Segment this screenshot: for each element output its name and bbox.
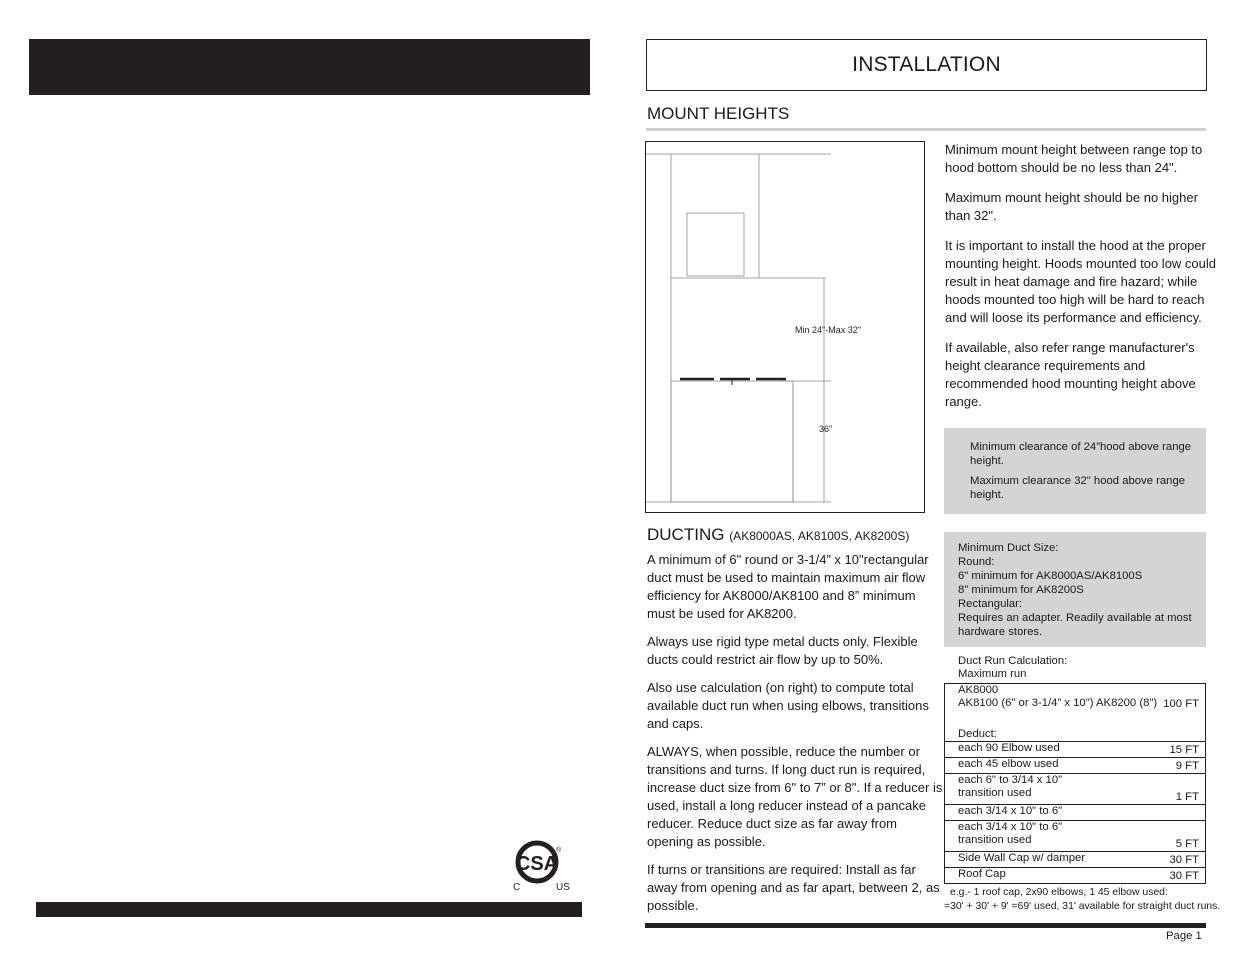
mount-heights-heading: MOUNT HEIGHTS: [647, 104, 790, 123]
min-duct-size-line: 8" minimum for AK8200S: [958, 584, 1084, 596]
example-line: e.g.- 1 roof cap, 2x90 elbows, 1 45 elbow used:: [950, 887, 1168, 898]
clearance-note: Maximum clearance 32" hood above range height.: [970, 475, 1186, 501]
left-footer-bar: [36, 902, 582, 917]
table-row: [945, 757, 1205, 773]
min-duct-size-box: [944, 532, 1206, 647]
calc-title-line: Maximum run: [958, 668, 1027, 680]
table-row: [945, 820, 1205, 851]
mount-paragraph: If available, also refer range manufacturer's height clearance requirements and recommended hood mounting height above range.: [945, 340, 1196, 409]
calc-label: Deduct:: [958, 728, 997, 740]
calc-amount: 100 FT: [1163, 698, 1199, 710]
ducting-paragraph: A minimum of 6" round or 3-1/4” x 10"rectangular duct must be used to maintain maximum air flow efficiency for AK8000/AK8100 and 8” minimum must be used for AK8200.: [647, 552, 929, 621]
min-duct-size-line: Minimum Duct Size:: [958, 542, 1059, 554]
csa-logo-registered: ®: [556, 847, 562, 854]
csa-certification-logo: [508, 840, 578, 896]
clearance-note: Minimum clearance of 24”hood above range height.: [970, 441, 1192, 467]
ducting-models: (AK8000AS, AK8100S, AK8200S): [729, 529, 910, 543]
calc-label: each 6" to 3/14 x 10": [958, 774, 1063, 786]
csa-logo-c: C: [513, 882, 521, 893]
min-duct-size-line: Requires an adapter. Readily available at most hardware stores.: [958, 612, 1192, 638]
csa-logo-icon: [508, 840, 578, 896]
calc-label: each 45 elbow used: [958, 758, 1059, 770]
mount-paragraph: Minimum mount height between range top to hood bottom should be no less than 24".: [945, 142, 1203, 175]
calc-label: each 90 Elbow used: [958, 742, 1060, 754]
page-title: INSTALLATION: [646, 39, 1207, 91]
table-row: [945, 741, 1205, 757]
calc-amount: 30 FT: [1169, 854, 1199, 866]
min-duct-size-line: 6" minimum for AK8000AS/AK8100S: [958, 570, 1143, 582]
clearance-note-box: [944, 428, 1206, 514]
min-duct-size-line: Rectangular:: [958, 598, 1023, 610]
example-line: =30' + 30' + 9' =69' used, 31' available for straight duct runs.: [944, 901, 1221, 912]
ducting-paragraph: Also use calculation (on right) to compute total available duct run when using elbows, transitions and caps.: [647, 680, 929, 731]
duct-run-calc-table: [944, 683, 1206, 884]
ducting-title: DUCTING: [647, 525, 725, 544]
ducting-text: [647, 551, 945, 925]
calc-amount: 15 FT: [1169, 744, 1199, 756]
section-divider: [646, 128, 1206, 131]
ducting-paragraph: Always use rigid type metal ducts only. Flexible ducts could restrict air flow by up to 50%.: [647, 634, 918, 667]
table-row: [945, 711, 1205, 741]
calc-label: transition used: [958, 834, 1032, 846]
footer-rule: [645, 923, 1206, 928]
calc-amount: 5 FT: [1175, 838, 1199, 850]
table-row: [945, 867, 1205, 883]
calc-amount: 9 FT: [1175, 760, 1199, 772]
calc-label: AK8100 (6" or 3-1/4” x 10") AK8200 (8"): [958, 697, 1158, 709]
mount-heights-text: [945, 141, 1223, 423]
mount-height-diagram: [645, 141, 925, 513]
csa-logo-us: US: [556, 882, 570, 893]
duct-run-calc-title: [958, 655, 1067, 681]
hood-range-drawing: [646, 142, 924, 512]
page-number: Page 1: [1166, 930, 1202, 942]
calc-label: transition used: [958, 787, 1032, 799]
table-row: [945, 804, 1205, 820]
calc-title-line: Duct Run Calculation:: [958, 655, 1068, 667]
calc-amount: 30 FT: [1169, 870, 1199, 882]
ducting-paragraph: ALWAYS, when possible, reduce the number or transitions and turns. If long duct run is required, increase duct size from 6" to 7” or 8". If a reducer is used, install a long reducer instead of a pancake reducer. Reduce duct size as far away from opening as possible.: [647, 744, 943, 849]
calc-label: AK8000: [958, 684, 999, 696]
left-header-bar: [29, 39, 590, 95]
duct-run-example: [944, 886, 1220, 914]
mount-paragraph: Maximum mount height should be no higher than 32".: [945, 190, 1198, 223]
calc-amount: 1 FT: [1175, 791, 1199, 803]
table-row: [945, 773, 1205, 804]
mount-paragraph: It is important to install the hood at the proper mounting height. Hoods mounted too low could result in heat damage and fire hazard; while hoods mounted too high will be hard to reach and will loose its performance and efficiency.: [945, 238, 1217, 325]
ducting-heading: [647, 525, 909, 545]
calc-label: each 3/14 x 10" to 6": [958, 805, 1063, 817]
diagram-range-label: Min 24"-Max 32": [795, 325, 861, 335]
calc-label: Roof Cap: [958, 868, 1006, 880]
table-row: [945, 684, 1205, 711]
csa-logo-letters: CSA: [515, 853, 559, 875]
table-row: [945, 851, 1205, 867]
ducting-paragraph: If turns or transitions are required: Install as far away from opening and as far apart, between 2, as possible.: [647, 862, 940, 913]
calc-label: each 3/14 x 10" to 6": [958, 821, 1063, 833]
min-duct-size-line: Round:: [958, 556, 995, 568]
calc-label: Side Wall Cap w/ damper: [958, 852, 1086, 864]
diagram-counter-label: 36": [819, 424, 833, 434]
